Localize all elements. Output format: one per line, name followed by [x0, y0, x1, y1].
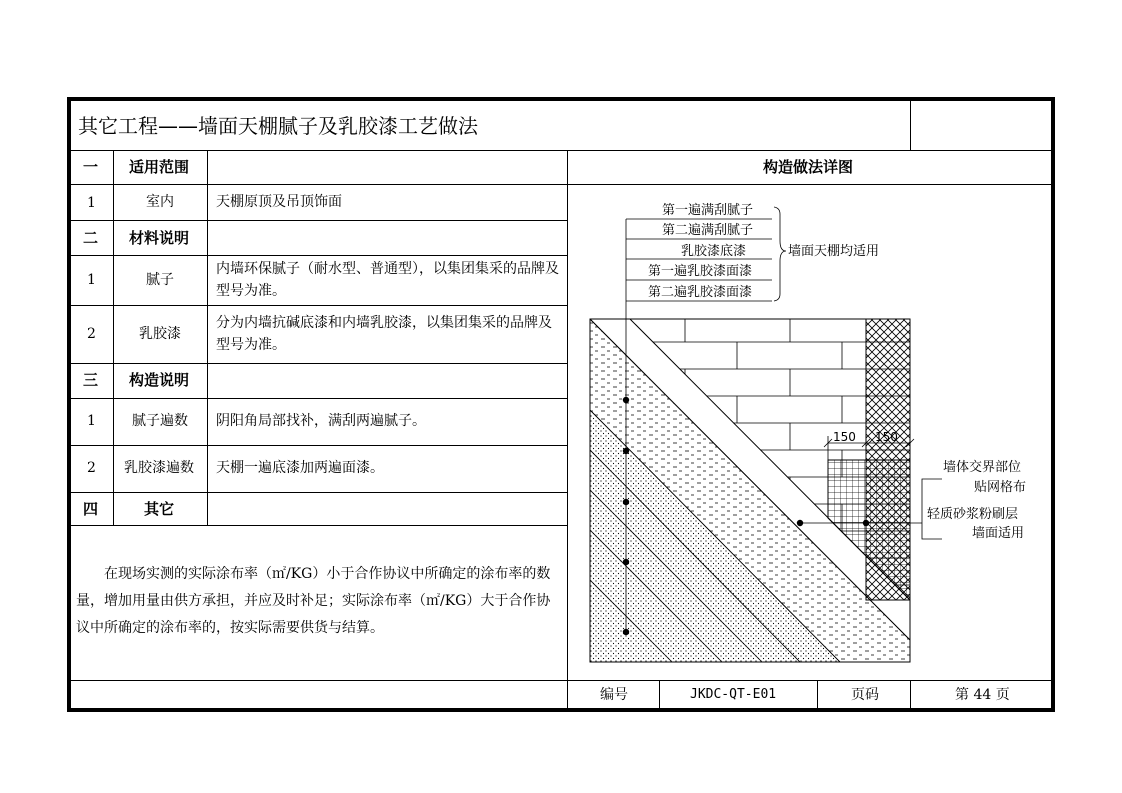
section-number: 一	[83, 158, 99, 176]
section-heading: 构造说明	[129, 371, 190, 389]
detail-heading: 构造做法详图	[763, 158, 854, 176]
row-desc: 天棚一遍底漆加两遍面漆。	[216, 460, 384, 476]
code-value: JKDC-QT-E01	[690, 687, 777, 702]
other-note: 在现场实测的实际涂布率（㎡/KG）小于合作协议中所确定的涂布率的数量，增加用量由供方承担，并应及时补足；实际涂布率（㎡/KG）大于合作协议中所确定的涂布率的，按实际需要供货与结算。	[76, 566, 551, 636]
code-label: 编号	[600, 687, 628, 703]
row-desc: 内墙环保腻子（耐水型、普通型），以集团集采的品牌及型号为准。	[216, 261, 559, 299]
mesh-label: 墙体交界部位	[943, 460, 1022, 475]
row-desc: 天棚原顶及吊顶饰面	[216, 194, 342, 210]
section-heading: 适用范围	[129, 158, 190, 176]
page-label: 页码	[851, 687, 879, 703]
row-desc: 分为内墙抗碱底漆和内墙乳胶漆，以集团集采的品牌及型号为准。	[216, 315, 552, 353]
row-number: 1	[87, 272, 96, 288]
row-desc: 阴阳角局部找补，满刮两遍腻子。	[216, 413, 426, 429]
row-item: 室内	[146, 194, 174, 210]
plaster-label: 墙面适用	[972, 526, 1025, 541]
layer-label: 第二遍乳胶漆面漆	[648, 285, 753, 300]
layer-label: 乳胶漆底漆	[681, 244, 747, 259]
page-title: 其它工程——墙面天棚腻子及乳胶漆工艺做法	[78, 114, 478, 138]
layer-label: 第一遍乳胶漆面漆	[648, 264, 753, 279]
row-item: 乳胶漆	[139, 326, 181, 342]
dimension-label: 150	[875, 430, 898, 444]
layer-label: 第一遍满刮腻子	[662, 203, 754, 218]
row-number: 1	[87, 195, 96, 211]
row-item: 腻子	[146, 272, 174, 288]
section-number: 三	[83, 371, 99, 389]
section-heading: 材料说明	[129, 229, 190, 247]
section-number: 二	[83, 229, 99, 247]
layer-label: 第二遍满刮腻子	[662, 223, 754, 238]
layers-note: 墙面天棚均适用	[788, 244, 880, 259]
row-number: 2	[87, 326, 96, 342]
row-number: 2	[87, 460, 96, 476]
row-number: 1	[87, 413, 96, 429]
row-item: 腻子遍数	[132, 413, 188, 429]
mesh-label: 贴网格布	[974, 480, 1027, 495]
dimension-label: 150	[833, 430, 856, 444]
section-heading: 其它	[144, 500, 175, 518]
plaster-label: 轻质砂浆粉刷层	[927, 507, 1019, 522]
row-item: 乳胶漆遍数	[124, 460, 194, 476]
page-number: 第 44 页	[955, 687, 1010, 703]
section-number: 四	[83, 500, 99, 518]
